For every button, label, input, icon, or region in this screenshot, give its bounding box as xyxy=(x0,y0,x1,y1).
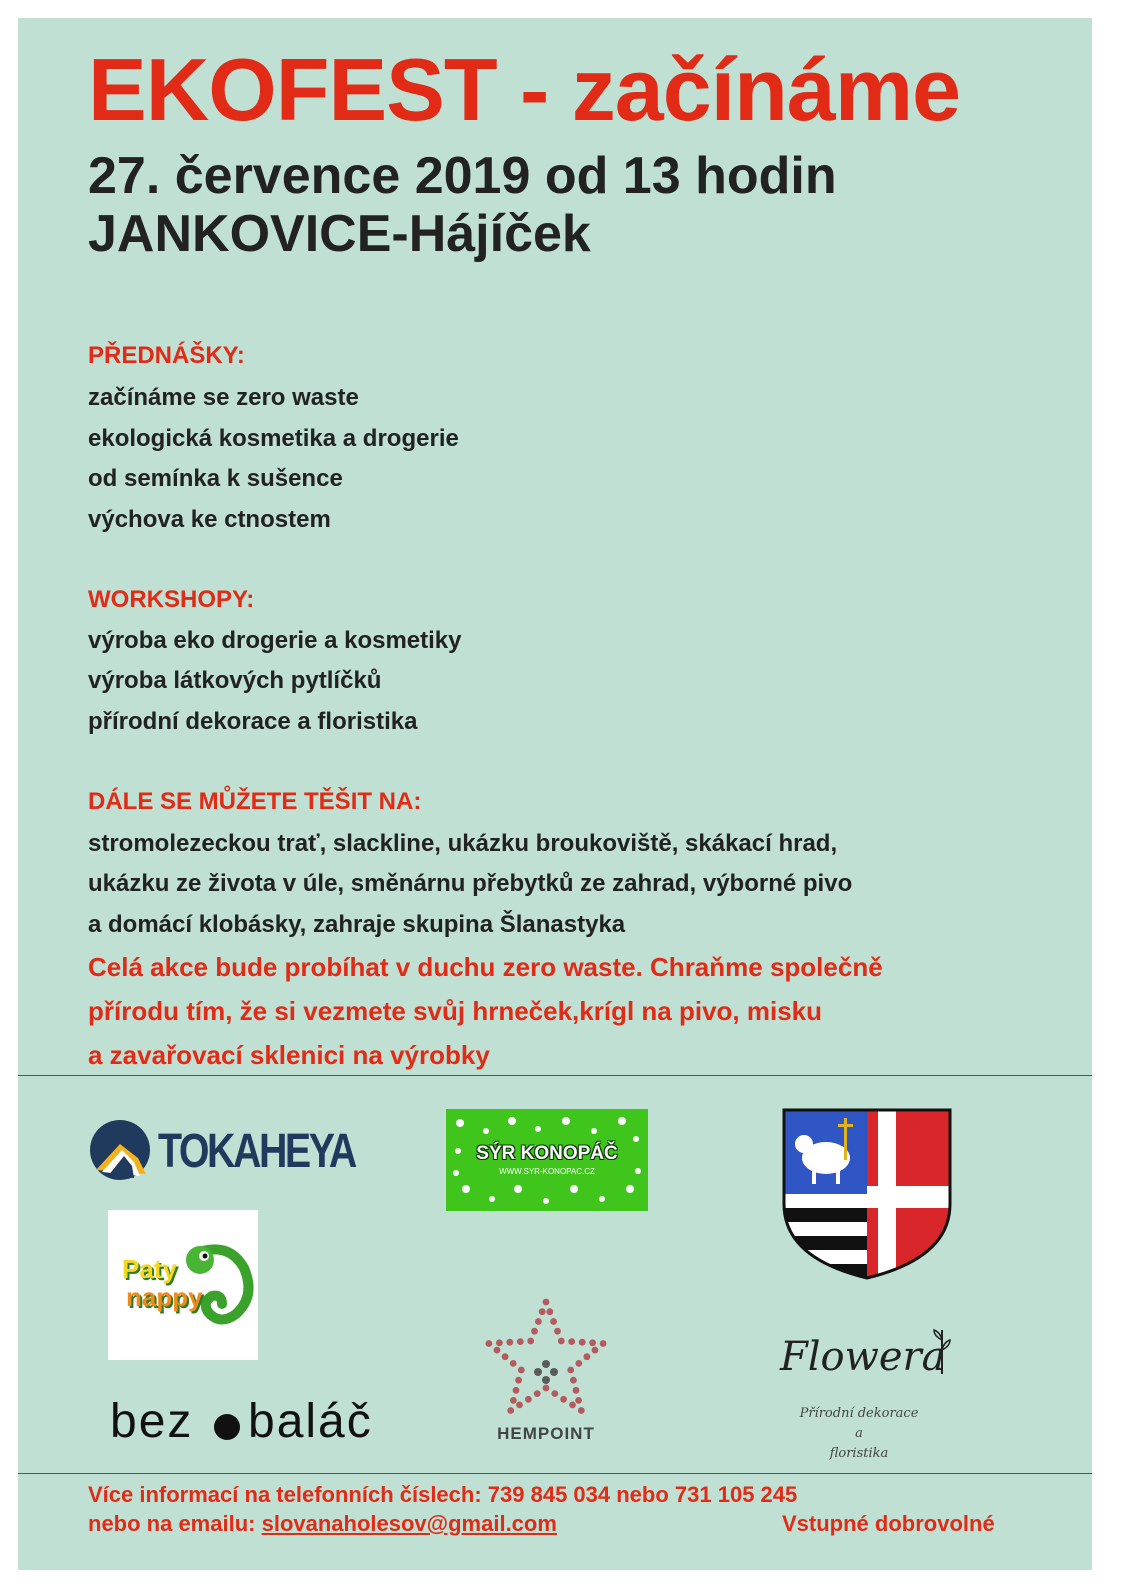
tokaheya-emblem-icon xyxy=(88,1118,152,1182)
zero-waste-line: a zavařovací sklenici na výrobky xyxy=(88,1040,490,1070)
hempoint-center-dot xyxy=(534,1368,542,1376)
hempoint-dot xyxy=(515,1377,522,1384)
hempoint-dot xyxy=(600,1340,607,1347)
tokaheya-text: TOKAHEYA xyxy=(158,1125,355,1178)
hempoint-dot xyxy=(589,1339,596,1346)
bezobalac-logo xyxy=(110,1394,410,1452)
divider-top xyxy=(18,1075,1092,1076)
divider-bottom xyxy=(18,1473,1092,1474)
hempoint-dot xyxy=(516,1402,523,1409)
hempoint-dot xyxy=(486,1340,493,1347)
workshop-item: výroba eko drogerie a kosmetiky xyxy=(88,627,462,654)
hempoint-center-dot xyxy=(542,1360,550,1368)
footer-phones: Více informací na telefonních číslech: 739 845 034 nebo 731 105 245 xyxy=(88,1482,798,1507)
footer-email-link[interactable]: slovanaholesov@gmail.com xyxy=(261,1511,557,1536)
hempoint-dot xyxy=(535,1318,542,1325)
hempoint-dot xyxy=(543,1385,550,1392)
extras-line: stromolezeckou trať, slackline, ukázku broukoviště, skákací hrad, xyxy=(88,830,838,857)
hempoint-dot xyxy=(573,1387,580,1394)
hempoint-dot xyxy=(539,1308,546,1315)
footer-email-line xyxy=(88,1511,557,1537)
hempoint-dot xyxy=(494,1347,501,1354)
flowera-tagline-3: floristika xyxy=(829,1446,889,1461)
hempoint-dot xyxy=(554,1328,561,1335)
hempoint-dot xyxy=(517,1338,524,1345)
hempoint-text: HEMPOINT xyxy=(497,1424,595,1443)
hempoint-dot xyxy=(575,1397,582,1404)
hempoint-dot xyxy=(543,1299,550,1306)
flowera-logo xyxy=(774,1324,974,1474)
hempoint-dot xyxy=(568,1338,575,1345)
hempoint-dot xyxy=(567,1367,574,1374)
hempoint-dot xyxy=(546,1308,553,1315)
hempoint-dot xyxy=(558,1338,565,1345)
paty-nappy-logo xyxy=(108,1210,258,1360)
bezobalac-dot-icon xyxy=(214,1414,240,1440)
workshop-item: výroba látkových pytlíčků xyxy=(88,667,382,694)
hempoint-center-dot xyxy=(550,1368,558,1376)
hempoint-dot xyxy=(569,1402,576,1409)
lecture-item: začínáme se zero waste xyxy=(88,384,359,411)
flowera-name: Flowera xyxy=(780,1334,946,1380)
konopac-name: SÝR KONOPÁČ xyxy=(476,1143,618,1164)
event-place: JANKOVICE-Hájíček xyxy=(88,205,591,263)
footer-entry-fee: Vstupné dobrovolné xyxy=(782,1511,995,1536)
hempoint-dot xyxy=(550,1318,557,1325)
coat-of-arms-icon xyxy=(782,1108,952,1280)
lecture-item: výchova ke ctnostem xyxy=(88,506,331,533)
hempoint-dot xyxy=(513,1387,520,1394)
zero-waste-line: přírodu tím, že si vezmete svůj hrneček,krígl na pivo, misku xyxy=(88,996,823,1026)
hempoint-dot xyxy=(531,1328,538,1335)
zero-waste-line: Celá akce bude probíhat v duchu zero waste. Chraňme společně xyxy=(88,952,883,982)
hempoint-dot xyxy=(510,1397,517,1404)
flowera-tagline-1: Přírodní dekorace xyxy=(799,1406,919,1421)
poster xyxy=(18,18,1092,1570)
hempoint-dot xyxy=(518,1367,525,1374)
hempoint-dot xyxy=(592,1347,599,1354)
paty-text: Paty xyxy=(122,1254,177,1284)
tokaheya-logo xyxy=(88,1118,355,1182)
workshops-heading: WORKSHOPY: xyxy=(88,586,255,613)
extras-line: ukázku ze života v úle, směnárnu přebytků ze zahrad, výborné pivo xyxy=(88,870,853,897)
bezobalac-text-end: baláč xyxy=(248,1395,373,1448)
hempoint-center-dot xyxy=(542,1376,550,1384)
hempoint-dot xyxy=(527,1338,534,1345)
hempoint-star-icon xyxy=(476,1294,616,1420)
hempoint-dot xyxy=(570,1377,577,1384)
hempoint-dot xyxy=(578,1407,585,1414)
flower-sprig-icon xyxy=(930,1326,954,1376)
hempoint-dot xyxy=(579,1339,586,1346)
hempoint-dot xyxy=(507,1407,514,1414)
hempoint-dot xyxy=(496,1339,503,1346)
hempoint-dot xyxy=(551,1390,558,1397)
nappy-text: nappy xyxy=(126,1282,203,1312)
hempoint-dot xyxy=(506,1339,513,1346)
hempoint-dot xyxy=(584,1353,591,1360)
extras-line: a domácí klobásky, zahraje skupina Šlanastyka xyxy=(88,911,626,938)
bezobalac-text-start: bez xyxy=(110,1395,194,1448)
hempoint-dot xyxy=(534,1390,541,1397)
konopac-url: WWW.SYR-KONOPAC.CZ xyxy=(499,1167,595,1176)
flowera-tagline-2: a xyxy=(855,1426,863,1441)
lecture-item: od semínka k sušence xyxy=(88,465,343,492)
lectures-heading: PŘEDNÁŠKY: xyxy=(88,342,245,369)
syr-konopac-logo xyxy=(446,1109,648,1211)
lecture-item: ekologická kosmetika a drogerie xyxy=(88,425,459,452)
hempoint-dot xyxy=(560,1396,567,1403)
hempoint-dot xyxy=(575,1360,582,1367)
extras-heading: DÁLE SE MŮŽETE TĚŠIT NA: xyxy=(88,788,422,815)
hempoint-dot xyxy=(525,1396,532,1403)
event-title: EKOFEST - začínáme xyxy=(88,40,961,139)
workshop-item: přírodní dekorace a floristika xyxy=(88,708,418,735)
hempoint-logo xyxy=(476,1294,616,1444)
event-date: 27. července 2019 od 13 hodin xyxy=(88,147,837,205)
hempoint-dot xyxy=(510,1360,517,1367)
footer-email-prefix: nebo na emailu: xyxy=(88,1511,262,1536)
hempoint-dot xyxy=(502,1353,509,1360)
coat-of-arms xyxy=(782,1108,952,1280)
